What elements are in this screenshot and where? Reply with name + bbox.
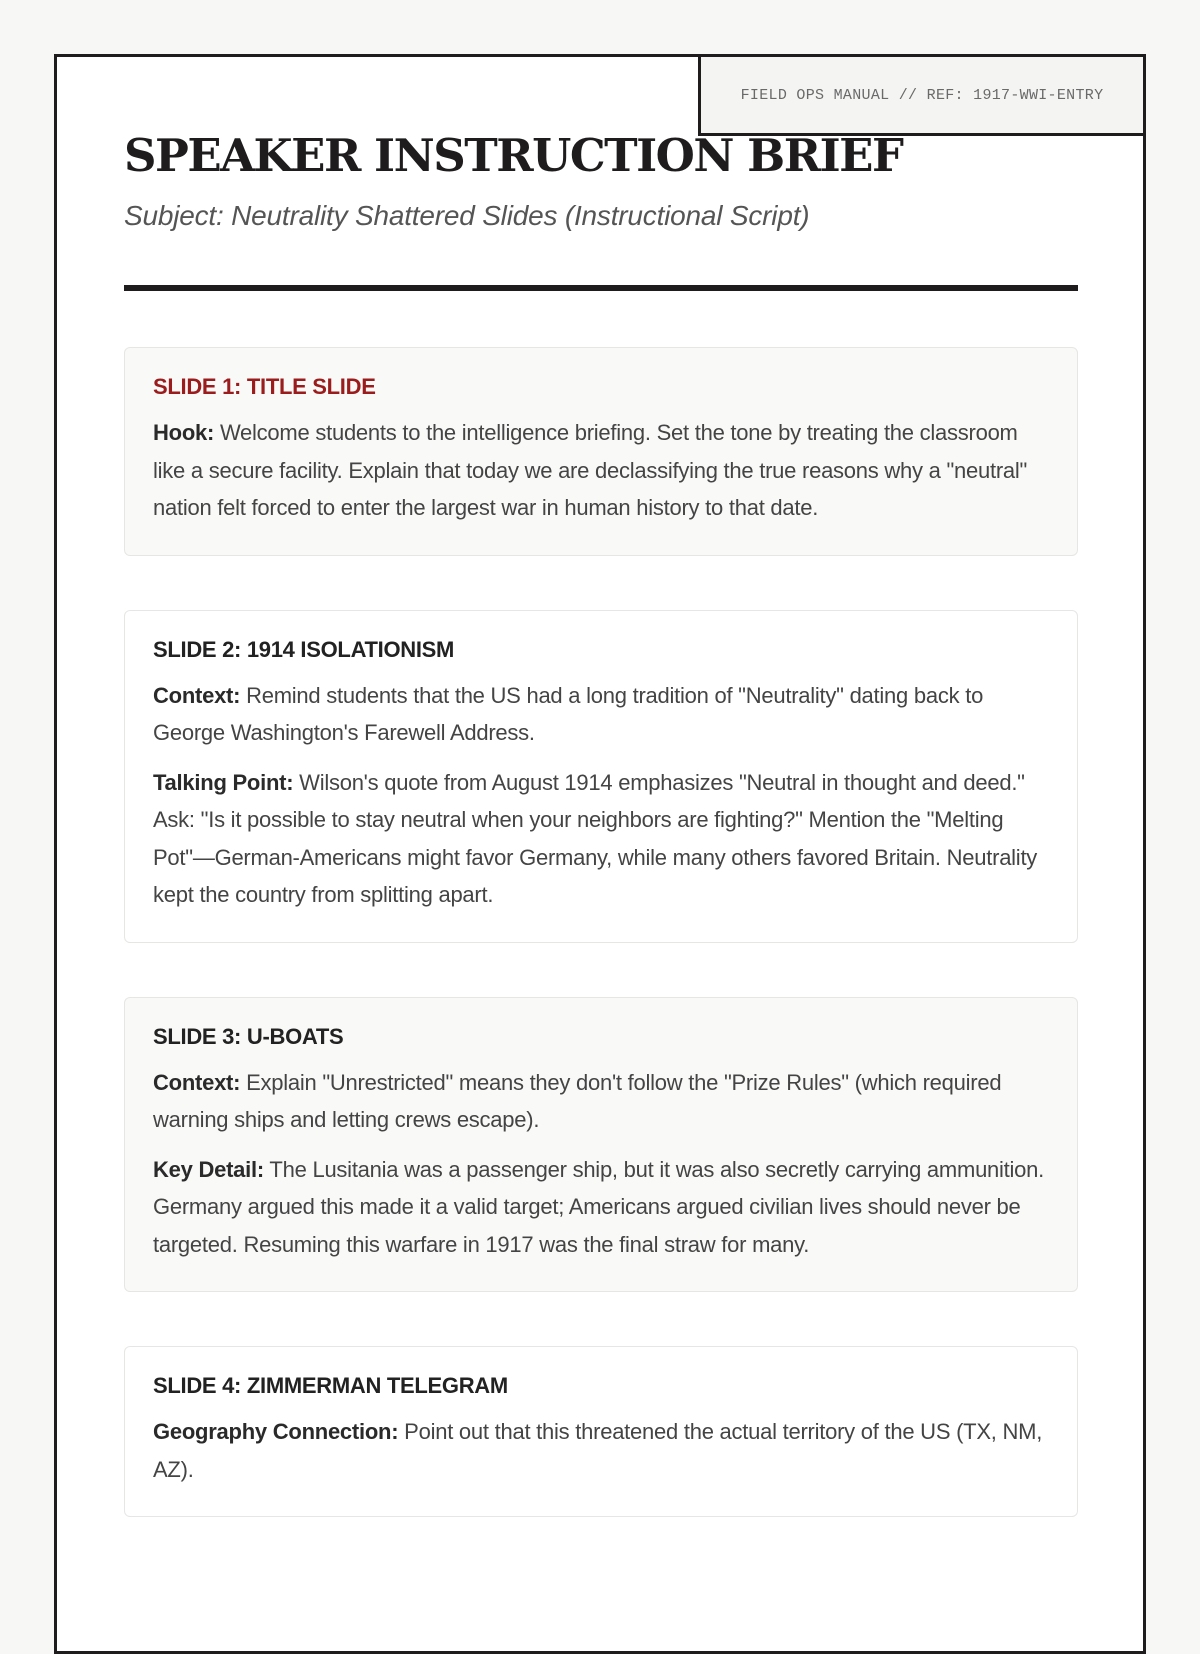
slide-card-1 bbox=[124, 347, 1078, 556]
paragraph-label: Talking Point: bbox=[153, 769, 294, 795]
paragraph-label: Geography Connection: bbox=[153, 1419, 399, 1444]
slide-paragraph bbox=[153, 414, 1049, 527]
page-subtitle: Subject: Neutrality Shattered Slides (Instructional Script) bbox=[124, 200, 810, 231]
slide-card-4 bbox=[124, 1346, 1078, 1517]
slide-title: SLIDE 2: 1914 ISOLATIONISM bbox=[153, 636, 455, 662]
paragraph-label: Key Detail: bbox=[153, 1156, 264, 1182]
slide-paragraph bbox=[153, 1064, 1049, 1139]
slide-list bbox=[124, 347, 1078, 1571]
paragraph-text: Point out that this threatened the actual territory of the US (TX, NM, AZ). bbox=[153, 1419, 1043, 1482]
slide-title: SLIDE 3: U-BOATS bbox=[153, 1023, 344, 1049]
slide-paragraph bbox=[153, 677, 1049, 752]
paragraph-label: Context: bbox=[153, 1069, 241, 1095]
slide-title: SLIDE 1: TITLE SLIDE bbox=[153, 374, 376, 399]
paragraph-label: Context: bbox=[153, 682, 241, 708]
paragraph-text: The Lusitania was a passenger ship, but it was also secretly carrying ammunition. Germany argued this made it a valid target; Americans argued civilian lives should never be targeted. Resuming this warfare in 1917 was the final straw for many. bbox=[153, 1156, 1045, 1257]
document-page bbox=[54, 54, 1146, 1654]
paragraph-text: Explain "Unrestricted" means they don't follow the "Prize Rules" (which required warning ships and letting crews escape). bbox=[153, 1069, 1002, 1132]
page-title: SPEAKER INSTRUCTION BRIEF bbox=[124, 129, 903, 182]
slide-paragraph bbox=[153, 1151, 1049, 1264]
slide-paragraph bbox=[153, 764, 1049, 914]
slide-card-3 bbox=[124, 997, 1078, 1293]
document-header bbox=[124, 127, 1078, 232]
reference-tag bbox=[698, 54, 1146, 136]
slide-paragraph bbox=[153, 1413, 1049, 1488]
paragraph-text: Remind students that the US had a long tradition of "Neutrality" dating back to George Washington's Farewell Address. bbox=[153, 682, 984, 745]
paragraph-label: Hook: bbox=[153, 420, 215, 445]
slide-card-2 bbox=[124, 610, 1078, 943]
reference-tag-text: FIELD OPS MANUAL // REF: 1917-WWI-ENTRY bbox=[740, 86, 1104, 104]
paragraph-text: Welcome students to the intelligence briefing. Set the tone by treating the classroom like a secure facility. Explain that today we are declassifying the true reasons why a "neutral" nation felt forced to enter the largest war in human history to that date. bbox=[153, 420, 1028, 520]
paragraph-text: Wilson's quote from August 1914 emphasizes "Neutral in thought and deed." Ask: "Is it possible to stay neutral when your neighbors are fighting?" Mention the "Melting Pot"—German-Americans might favor Germany, while many others favored Britain. Neutrality kept the country from splitting apart. bbox=[153, 769, 1038, 907]
header-divider bbox=[124, 285, 1078, 291]
slide-title: SLIDE 4: ZIMMERMAN TELEGRAM bbox=[153, 1373, 508, 1398]
